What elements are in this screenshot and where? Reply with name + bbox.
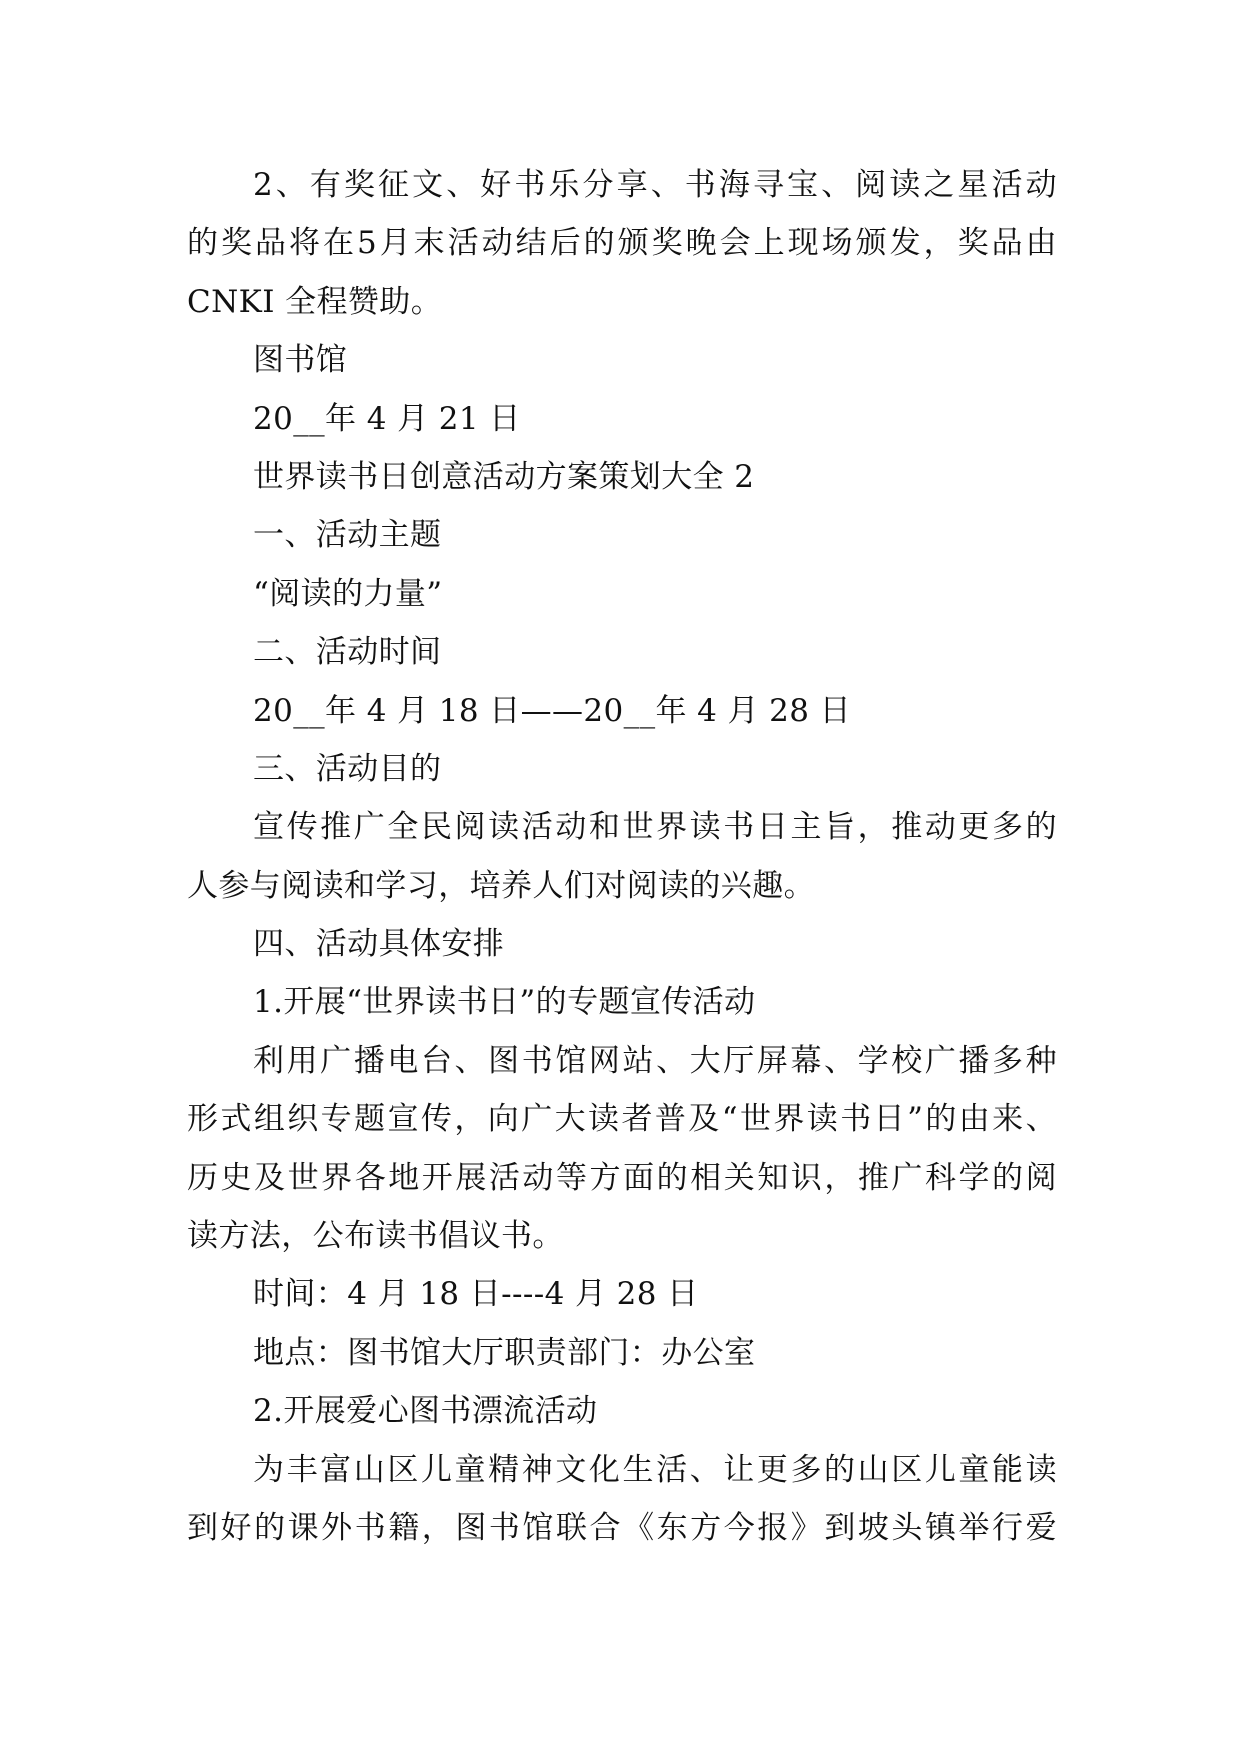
paragraph-line: 形式组织专题宣传，向广大读者普及“世界读书日”的由来、 (187, 1101, 1057, 1138)
signature-organization: 图书馆 (253, 342, 348, 379)
location-detail: 地点：图书馆大厅职责部门：办公室 (253, 1334, 756, 1371)
subheading-item-1: 1.开展“世界读书日”的专题宣传活动 (253, 984, 756, 1021)
paragraph-line: 宣传推广全民阅读活动和世界读书日主旨，推动更多的 (253, 809, 1057, 846)
time-detail: 时间：4 月 18 日----4 月 28 日 (253, 1276, 699, 1313)
paragraph-line: 利用广播电台、图书馆网站、大厅屏幕、学校广播多种 (253, 1042, 1057, 1079)
time-range: 20__年 4 月 18 日——20__年 4 月 28 日 (253, 692, 852, 729)
subheading-item-2: 2.开展爱心图书漂流活动 (253, 1393, 598, 1430)
heading-theme: 一、活动主题 (253, 517, 442, 554)
paragraph-line: 人参与阅读和学习，培养人们对阅读的兴趣。 (187, 867, 815, 904)
heading-arrangement: 四、活动具体安排 (253, 926, 505, 963)
paragraph-line: 历史及世界各地开展活动等方面的相关知识，推广科学的阅 (187, 1159, 1057, 1196)
document-body (187, 156, 1057, 1557)
signature-date: 20__年 4 月 21 日 (253, 400, 521, 437)
section-title: 世界读书日创意活动方案策划大全 2 (253, 458, 755, 495)
paragraph-line: 读方法，公布读书倡议书。 (187, 1218, 564, 1255)
paragraph-line: 的奖品将在5月末活动结后的颁奖晚会上现场颁发，奖品由 (187, 225, 1057, 262)
paragraph-line: 为丰富山区儿童精神文化生活、让更多的山区儿童能读 (253, 1451, 1057, 1488)
paragraph-line: 2、有奖征文、好书乐分享、书海寻宝、阅读之星活动 (253, 167, 1057, 203)
heading-purpose: 三、活动目的 (253, 750, 442, 787)
theme-text: “阅读的力量” (253, 575, 443, 612)
paragraph-line: 到好的课外书籍，图书馆联合《东方今报》到坡头镇举行爱 (187, 1509, 1057, 1546)
paragraph-line: CNKI 全程赞助。 (187, 283, 443, 320)
heading-time: 二、活动时间 (253, 634, 442, 671)
